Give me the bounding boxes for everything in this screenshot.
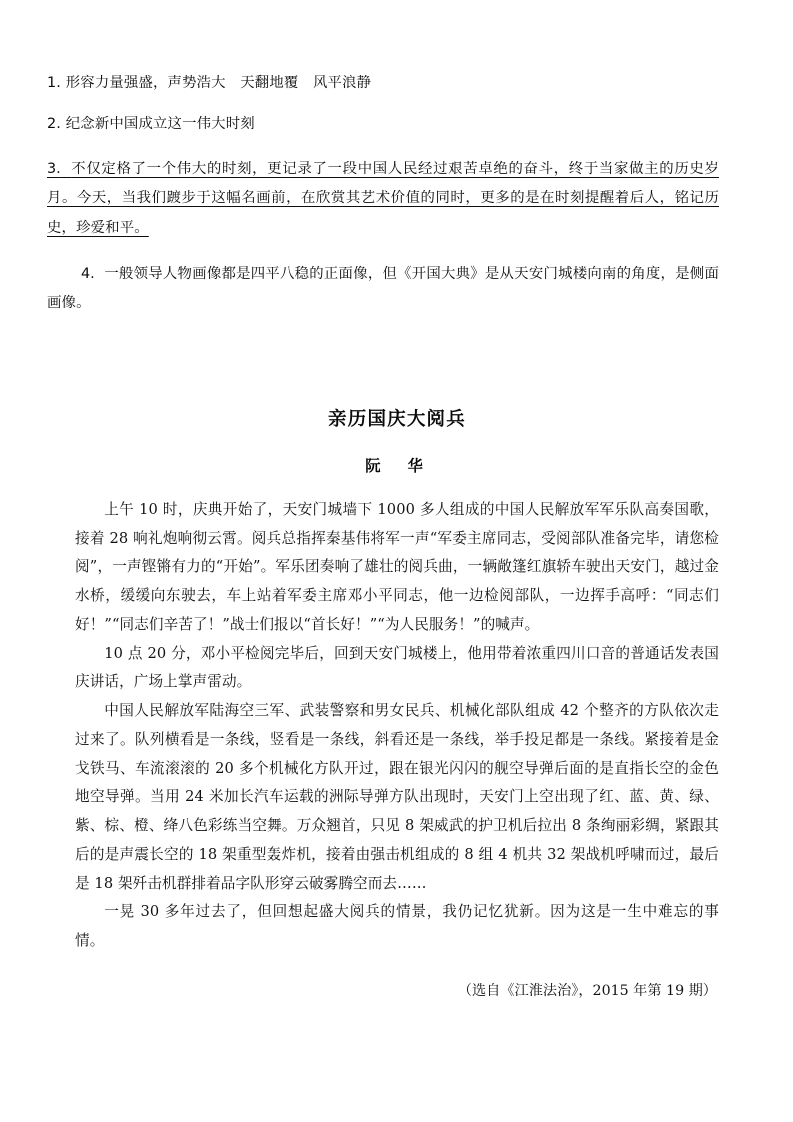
article-paragraph: 一晃 30 多年过去了，但回想起盛大阅兵的情景，我仍记忆犹新。因为这是一生中难忘的事情。 — [75, 903, 719, 950]
answer-item-3-text: 不仅定格了一个伟大的时刻，更记录了一段中国人民经过艰苦卓绝的奋斗，终于当家做主的历史岁月。今天，当我们踱步于这幅名画前，在欣赏其艺术价值的同时，更多的是在时刻提醒着后人，铭记历史，珍爱和平。 — [47, 160, 720, 236]
answer-item-3-body — [47, 161, 719, 236]
answers-section — [47, 72, 719, 337]
article-author: 阮 华 — [365, 457, 429, 475]
article-paragraph: 中国人民解放军陆海空三军、武装警察和男女民兵、机械化部队组成 42 个整齐的方队依次走过来了。队列横看是一条线，竖看是一条线，斜看还是一条线，举手投足都是一条线。紧接着是金戈铁马、车流滚滚的 20 多个机械化方队开过，跟在银光闪闪的舰空导弹后面的是直指长空的金色地空导弹。当用 24 米加长汽车运载的洲际导弹方队出现时，天安门上空出现了红、蓝、黄、绿、紫、棕、橙、绛八色彩练当空舞。万众翘首，只见 8 架威武的护卫机后拉出 8 条绚丽彩绸，紧跟其后的是声震长空的 18 架重型轰炸机，接着由强击机组成的 8 组 4 机共 32 架战机呼啸而过，最后是 18 架歼击机群排着品字队形穿云破雾腾空而去…… — [75, 702, 719, 892]
article-paragraph: 10 点 20 分，邓小平检阅完毕后，回到天安门城楼上，他用带着浓重四川口音的普通话发表国庆讲话，广场上掌声雷动。 — [75, 644, 719, 691]
answer-item-2: 2. 纪念新中国成立这一伟大时刻 — [47, 116, 255, 133]
answer-item-4-body — [47, 260, 719, 319]
answer-item-4-text: 一般领导人物画像都是四平八稳的正面像，但《开国大典》是从天安门城楼向南的角度，是侧面画像。 — [47, 265, 719, 312]
article-section — [75, 405, 719, 1006]
answer-item-4-number: 4. — [81, 265, 95, 282]
answer-item-3-number: 3. — [47, 160, 61, 177]
answer-item-4 — [47, 260, 719, 319]
article-title: 亲历国庆大阅兵 — [328, 409, 466, 430]
answer-item-3 — [47, 155, 719, 244]
article-paragraph: 上午 10 时，庆典开始了，天安门城墙下 1000 多人组成的中国人民解放军军乐队高奏国歌，接着 28 响礼炮响彻云霄。阅兵总指挥秦基伟将军一声“军委主席同志，受阅部队准备完毕，请您检阅”，一声铿锵有力的“开始”。军乐团奏响了雄壮的阅兵曲，一辆敞篷红旗轿车驶出天安门，越过金水桥，缓缓向东驶去，车上站着军委主席邓小平同志，他一边检阅部队，一边挥手高呼：“同志们好！”“同志们辛苦了！”战士们报以“首长好！”“为人民服务！”的喊声。 — [75, 501, 719, 633]
answer-item-1: 1. 形容力量强盛，声势浩大 天翻地覆 风平浪静 — [47, 75, 372, 91]
article-source: （选自《江淮法治》，2015 年第 19 期） — [457, 982, 717, 999]
